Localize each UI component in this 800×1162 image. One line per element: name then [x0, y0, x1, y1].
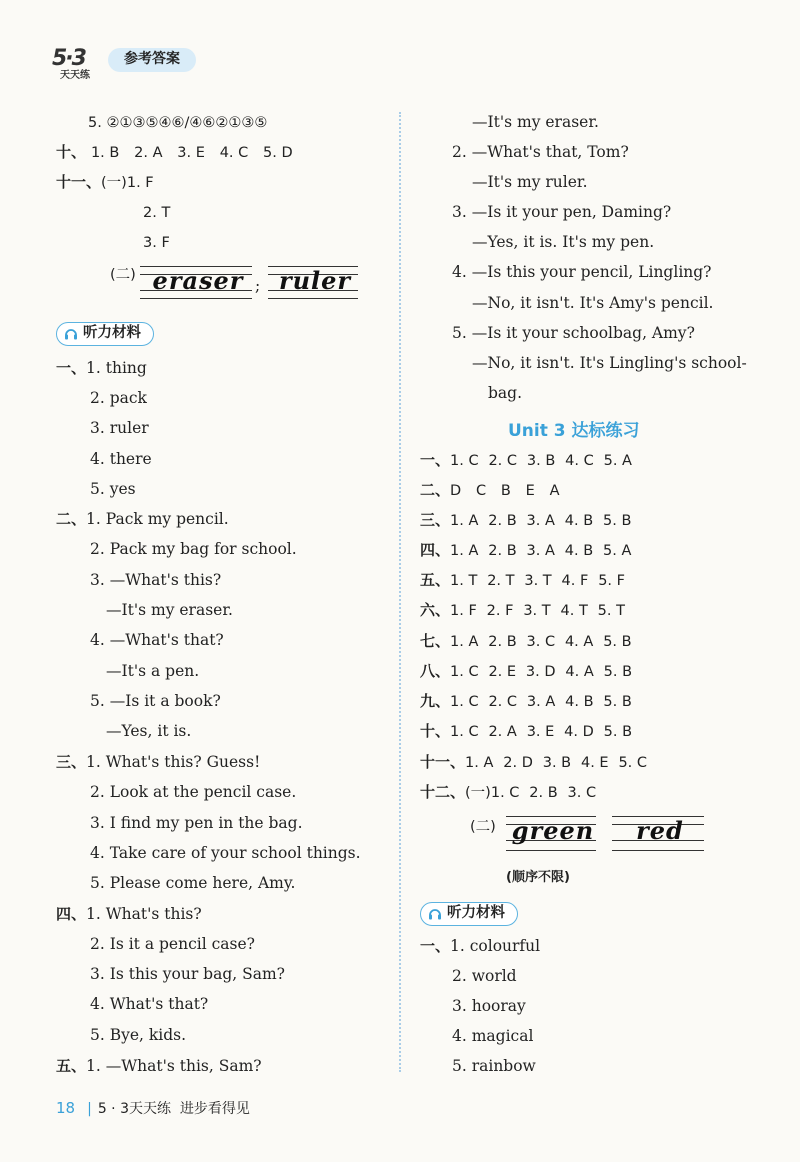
listening-3-item-2: 2. Look at the pencil case.: [90, 783, 297, 801]
unit3-answer-row-6: 六、1. F 2. F 3. T 4. T 5. T: [420, 601, 625, 619]
order-note: (顺序不限): [506, 870, 570, 885]
unit3-answer-row-4: 四、1. A 2. B 3. A 4. B 5. A: [420, 541, 632, 559]
handwriting-separator: ;: [255, 277, 261, 295]
listening-4-item-1: 四、1. What's this?: [56, 905, 202, 923]
logo-subtext: 天天练: [60, 70, 90, 81]
listening-5-item-2-reply: —It's my ruler.: [472, 173, 588, 191]
listening-5-item-2: 2. —What's that, Tom?: [452, 143, 629, 161]
listening-1-item-5: 5. yes: [90, 480, 136, 498]
logo-text: 5·3: [52, 46, 85, 71]
handwriting-word-red: red: [612, 812, 704, 856]
unit3-answer-row-5: 五、1. T 2. T 3. T 4. F 5. F: [420, 571, 625, 589]
listening-2-item-1: 二、1. Pack my pencil.: [56, 510, 229, 528]
listening-1-item-1: 一、1. thing: [56, 359, 147, 377]
section-11-part1: 十一、(一)1. F: [56, 173, 154, 191]
page-number: 18: [56, 1099, 76, 1117]
unit3-answer-row-1: 一、1. C 2. C 3. B 4. C 5. A: [420, 451, 632, 469]
listening-5-item-1: 五、1. —What's this, Sam?: [56, 1057, 262, 1075]
section-11-item2: 2. T: [143, 205, 171, 221]
unit3-listening-1-item-4: 4. magical: [452, 1027, 534, 1045]
section-11-part2-label: (二): [110, 267, 136, 283]
listening-material-header-2: 听力材料: [420, 902, 518, 926]
handwriting-word-eraser: eraser: [140, 262, 252, 306]
handwriting-word-ruler: ruler: [268, 262, 358, 306]
listening-5-item-4-reply: —No, it isn't. It's Amy's pencil.: [472, 294, 714, 312]
listening-4-item-5: 5. Bye, kids.: [90, 1026, 187, 1044]
listening-2-item-4-reply: —It's a pen.: [106, 662, 200, 680]
listening-1-item-4: 4. there: [90, 450, 152, 468]
listening-4-item-3: 3. Is this your bag, Sam?: [90, 965, 285, 983]
listening-3-item-3: 3. I find my pen in the bag.: [90, 814, 303, 832]
listening-5-item-5-reply-cont: bag.: [488, 384, 523, 402]
listening-2-item-3: 3. —What's this?: [90, 571, 222, 589]
listening-5-item-1-reply: —It's my eraser.: [472, 113, 599, 131]
unit3-answer-row-7: 七、1. A 2. B 3. C 4. A 5. B: [420, 632, 632, 650]
listening-3-item-4: 4. Take care of your school things.: [90, 844, 361, 862]
listening-material-header: 听力材料: [56, 322, 154, 346]
listening-2-item-5: 5. —Is it a book?: [90, 692, 221, 710]
listening-2-item-2: 2. Pack my bag for school.: [90, 540, 297, 558]
listening-5-item-3-reply: —Yes, it is. It's my pen.: [472, 233, 655, 251]
listening-5-item-5: 5. —Is it your schoolbag, Amy?: [452, 324, 695, 342]
listening-4-item-2: 2. Is it a pencil case?: [90, 935, 255, 953]
unit3-answer-row-12: 十二、(一)1. C 2. B 3. C: [420, 783, 597, 801]
answer-key-badge: 参考答案: [108, 48, 196, 72]
listening-2-item-5-reply: —Yes, it is.: [106, 722, 192, 740]
unit-3-title: Unit 3 达标练习: [508, 421, 640, 441]
listening-1-item-3: 3. ruler: [90, 419, 149, 437]
footer-separator: |: [87, 1101, 92, 1117]
headphones-icon: [64, 327, 78, 340]
unit3-answer-row-2: 二、D C B E A: [420, 481, 560, 499]
section-11-item3: 3. F: [143, 235, 170, 251]
unit3-answer-row-8: 八、1. C 2. E 3. D 4. A 5. B: [420, 662, 633, 680]
listening-4-item-4: 4. What's that?: [90, 995, 209, 1013]
logo: [52, 44, 98, 81]
order-answer: 5. ②①③⑤④⑥/④⑥②①③⑤: [88, 115, 268, 131]
listening-1-item-2: 2. pack: [90, 389, 147, 407]
unit3-answer-row-11: 十一、1. A 2. D 3. B 4. E 5. C: [420, 753, 648, 771]
book-name: 5 · 3天天练: [97, 1101, 171, 1117]
listening-5-item-3: 3. —Is it your pen, Daming?: [452, 203, 672, 221]
unit3-listening-1-item-5: 5. rainbow: [452, 1057, 536, 1075]
section-10-answers: 十、 1. B 2. A 3. E 4. C 5. D: [56, 143, 293, 161]
unit3-listening-1-item-2: 2. world: [452, 967, 517, 985]
handwriting-word-green: green: [506, 812, 596, 856]
listening-3-item-5: 5. Please come here, Amy.: [90, 874, 296, 892]
listening-2-item-4: 4. —What's that?: [90, 631, 224, 649]
page-footer: [56, 1096, 250, 1120]
listening-2-item-3-reply: —It's my eraser.: [106, 601, 233, 619]
section-12-part2-label: (二): [470, 819, 496, 835]
unit3-answer-row-3: 三、1. A 2. B 3. A 4. B 5. B: [420, 511, 632, 529]
unit3-listening-1-item-1: 一、1. colourful: [420, 937, 541, 955]
column-divider: [399, 112, 401, 1072]
listening-5-item-4: 4. —Is this your pencil, Lingling?: [452, 263, 712, 281]
headphones-icon: [428, 907, 442, 920]
listening-5-item-5-reply: —No, it isn't. It's Lingling's school-: [472, 354, 747, 372]
unit3-answer-row-10: 十、1. C 2. A 3. E 4. D 5. B: [420, 722, 633, 740]
unit3-listening-1-item-3: 3. hooray: [452, 997, 526, 1015]
unit3-answer-row-9: 九、1. C 2. C 3. A 4. B 5. B: [420, 692, 632, 710]
footer-slogan: 进步看得见: [179, 1101, 250, 1117]
listening-3-item-1: 三、1. What's this? Guess!: [56, 753, 261, 771]
